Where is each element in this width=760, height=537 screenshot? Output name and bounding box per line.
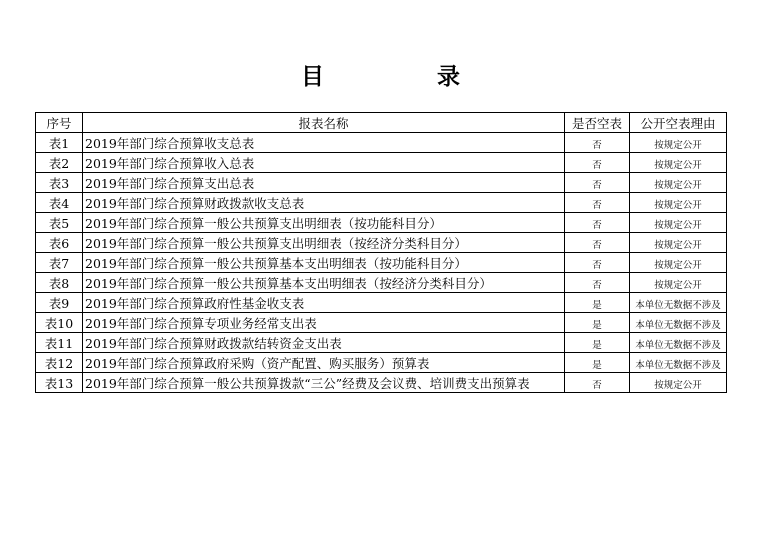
row-no: 表4 (36, 193, 83, 213)
row-no: 表13 (36, 373, 83, 393)
table-row (36, 173, 727, 193)
row-name: 2019年部门综合预算一般公共预算支出明细表（按功能科目分） (83, 213, 565, 233)
row-empty: 是 (565, 293, 630, 313)
table-header-row (36, 113, 727, 133)
row-no: 表6 (36, 233, 83, 253)
row-empty: 否 (565, 173, 630, 193)
row-no: 表9 (36, 293, 83, 313)
row-empty: 否 (565, 153, 630, 173)
row-name: 2019年部门综合预算支出总表 (83, 173, 565, 193)
row-empty: 否 (565, 233, 630, 253)
row-empty: 否 (565, 133, 630, 153)
row-reason: 按规定公开 (630, 233, 727, 253)
header-empty: 是否空表 (565, 113, 630, 133)
row-name: 2019年部门综合预算收入总表 (83, 153, 565, 173)
table-row (36, 233, 727, 253)
row-reason: 按规定公开 (630, 173, 727, 193)
row-reason: 本单位无数据不涉及 (630, 313, 727, 333)
table-row (36, 313, 727, 333)
row-name: 2019年部门综合预算财政拨款收支总表 (83, 193, 565, 213)
row-empty: 否 (565, 213, 630, 233)
table-row (36, 273, 727, 293)
row-name: 2019年部门综合预算政府性基金收支表 (83, 293, 565, 313)
table-row (36, 293, 727, 313)
table-row (36, 333, 727, 353)
row-reason: 本单位无数据不涉及 (630, 293, 727, 313)
header-no: 序号 (36, 113, 83, 133)
row-name: 2019年部门综合预算一般公共预算支出明细表（按经济分类科目分） (83, 233, 565, 253)
row-no: 表5 (36, 213, 83, 233)
row-reason: 按规定公开 (630, 153, 727, 173)
title-char-2: 录 (437, 63, 460, 90)
row-reason: 按规定公开 (630, 213, 727, 233)
page-title (0, 58, 760, 92)
header-reason: 公开空表理由 (630, 113, 727, 133)
row-name: 2019年部门综合预算政府采购（资产配置、购买服务）预算表 (83, 353, 565, 373)
row-no: 表1 (36, 133, 83, 153)
row-empty: 否 (565, 193, 630, 213)
row-empty: 否 (565, 273, 630, 293)
title-char-1: 目 (301, 63, 324, 90)
row-name: 2019年部门综合预算一般公共预算基本支出明细表（按经济分类科目分） (83, 273, 565, 293)
row-no: 表11 (36, 333, 83, 353)
table-row (36, 353, 727, 373)
row-name: 2019年部门综合预算专项业务经常支出表 (83, 313, 565, 333)
table-row (36, 373, 727, 393)
row-empty: 否 (565, 253, 630, 273)
row-empty: 是 (565, 333, 630, 353)
row-reason: 按规定公开 (630, 253, 727, 273)
row-no: 表8 (36, 273, 83, 293)
row-no: 表12 (36, 353, 83, 373)
table-row (36, 133, 727, 153)
row-reason: 本单位无数据不涉及 (630, 333, 727, 353)
row-no: 表10 (36, 313, 83, 333)
row-no: 表7 (36, 253, 83, 273)
header-name: 报表名称 (83, 113, 565, 133)
row-reason: 按规定公开 (630, 273, 727, 293)
row-no: 表3 (36, 173, 83, 193)
row-name: 2019年部门综合预算一般公共预算拨款“三公”经费及会议费、培训费支出预算表 (83, 373, 565, 393)
row-reason: 按规定公开 (630, 373, 727, 393)
table-row (36, 213, 727, 233)
table-row (36, 193, 727, 213)
row-reason: 按规定公开 (630, 133, 727, 153)
row-reason: 本单位无数据不涉及 (630, 353, 727, 373)
row-empty: 否 (565, 373, 630, 393)
row-empty: 是 (565, 353, 630, 373)
table-row (36, 253, 727, 273)
row-name: 2019年部门综合预算一般公共预算基本支出明细表（按功能科目分） (83, 253, 565, 273)
row-name: 2019年部门综合预算收支总表 (83, 133, 565, 153)
table-row (36, 153, 727, 173)
row-empty: 是 (565, 313, 630, 333)
toc-table (35, 112, 727, 393)
row-name: 2019年部门综合预算财政拨款结转资金支出表 (83, 333, 565, 353)
row-reason: 按规定公开 (630, 193, 727, 213)
row-no: 表2 (36, 153, 83, 173)
